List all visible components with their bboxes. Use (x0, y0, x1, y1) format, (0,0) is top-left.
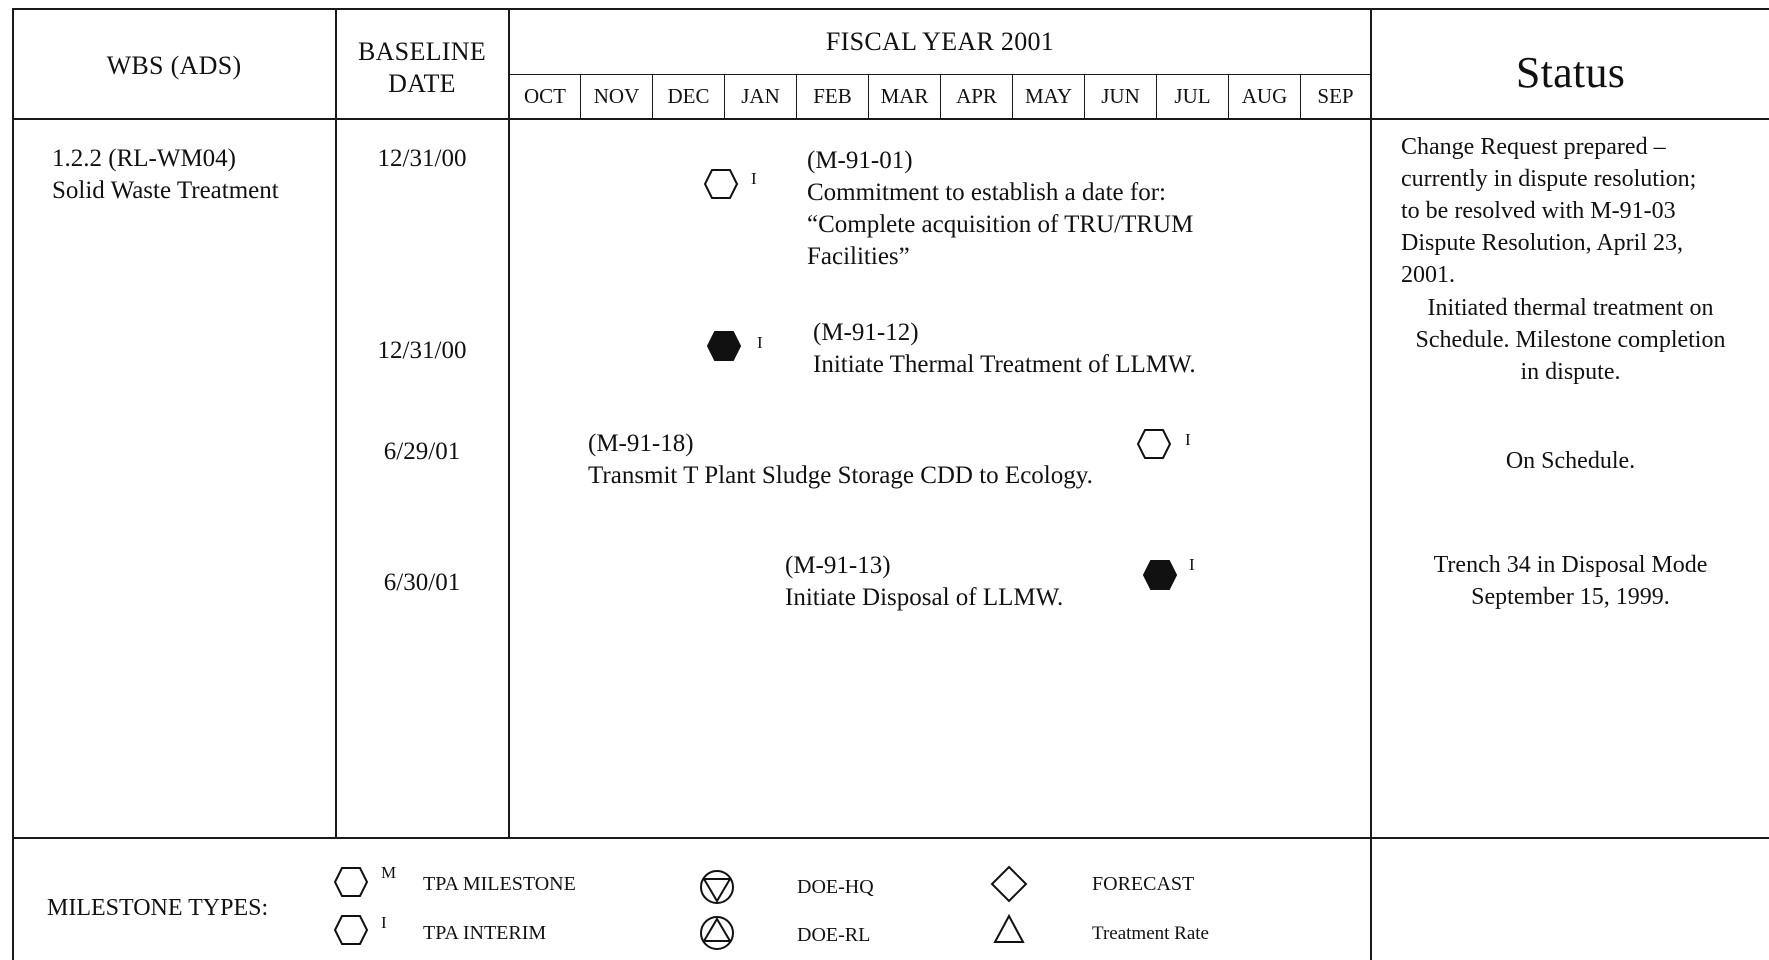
milestone-description: Transmit T Plant Sludge Storage CDD to Ecology. (588, 462, 1093, 489)
open-hexagon-icon (703, 168, 739, 200)
forecast-diamond-icon (990, 865, 1028, 903)
milestone-description: “Complete acquisition of TRU/TRUM (807, 211, 1194, 238)
milestone-description: Initiate Disposal of LLMW. (785, 584, 1064, 611)
month-apr: APR (956, 84, 997, 108)
baseline-date: 6/30/01 (383, 569, 461, 596)
legend-top-border (12, 837, 1769, 839)
legend-label-treatment-rate: Treatment Rate (1092, 923, 1209, 944)
header-bottom-border (12, 118, 1769, 120)
legend-label-tpa-milestone: TPA MILESTONE (423, 873, 576, 895)
status-line: Change Request prepared – (1401, 134, 1666, 160)
month-nov: NOV (593, 84, 640, 108)
filled-hexagon-icon (1142, 559, 1178, 591)
fiscal-year-header: FISCAL YEAR 2001 (825, 27, 1055, 56)
wbs-column-border (335, 8, 337, 838)
baseline-date: 12/31/00 (377, 337, 467, 364)
status-line: Schedule. Milestone completion (1415, 327, 1726, 353)
status-line: in dispute. (1520, 359, 1621, 385)
month-feb: FEB (813, 84, 852, 108)
month-jun: JUN (1101, 84, 1140, 108)
legend-label-doe-rl: DOE-RL (797, 924, 871, 946)
filled-hexagon-icon (706, 330, 742, 362)
wbs-name: Solid Waste Treatment (52, 177, 279, 204)
interim-tag: I (757, 333, 763, 352)
status-line: to be resolved with M-91-03 (1401, 198, 1676, 224)
baseline-date: 12/31/00 (377, 145, 467, 172)
status-line: Trench 34 in Disposal Mode (1433, 552, 1708, 578)
table-left-border (12, 8, 14, 960)
legend-label-forecast: FORECAST (1092, 873, 1195, 895)
treatment-rate-triangle-icon (993, 914, 1025, 944)
month-jan: JAN (741, 84, 780, 108)
tpa-milestone-hexagon-icon (334, 867, 368, 897)
milestone-description: Commitment to establish a date for: (807, 179, 1166, 206)
interim-tag: I (1189, 555, 1195, 574)
month-sep: SEP (1317, 84, 1354, 108)
legend-label-doe-hq: DOE-HQ (797, 876, 874, 898)
legend-title: MILESTONE TYPES: (47, 895, 269, 921)
interim-tag: I (1185, 430, 1191, 449)
status-column-border (1370, 8, 1372, 960)
milestone-id: (M-91-13) (785, 552, 891, 579)
status-line: 2001. (1401, 262, 1455, 288)
baseline-column-border (508, 8, 510, 838)
milestone-id: (M-91-12) (813, 319, 919, 346)
doe-hq-icon (699, 869, 735, 905)
tpa-interim-hexagon-icon (334, 915, 368, 945)
wbs-header: WBS (ADS) (106, 51, 242, 80)
month-oct: OCT (524, 84, 566, 108)
legend-label-tpa-interim: TPA INTERIM (423, 922, 547, 944)
status-line: Initiated thermal treatment on (1427, 295, 1714, 321)
milestone-description: Facilities” (807, 243, 910, 270)
baseline-date: 6/29/01 (383, 438, 461, 465)
open-hexagon-icon (1136, 428, 1172, 460)
month-jul: JUL (1174, 84, 1211, 108)
doe-rl-icon (699, 915, 735, 951)
milestone-tag: M (381, 863, 397, 882)
month-dec: DEC (667, 84, 710, 108)
status-line: Dispute Resolution, April 23, (1401, 230, 1683, 256)
status-line: On Schedule. (1505, 448, 1636, 474)
milestone-id: (M-91-18) (588, 430, 694, 457)
baseline-header-line2: DATE (388, 69, 456, 98)
interim-tag: I (381, 913, 387, 932)
month-mar: MAR (880, 84, 929, 108)
status-line: currently in dispute resolution; (1401, 166, 1697, 192)
wbs-code: 1.2.2 (RL-WM04) (52, 145, 236, 172)
interim-tag: I (751, 169, 757, 188)
table-top-border (12, 8, 1769, 10)
status-header: Status (1515, 48, 1626, 97)
milestone-description: Initiate Thermal Treatment of LLMW. (813, 351, 1196, 378)
baseline-header-line1: BASELINE (357, 37, 487, 66)
status-line: September 15, 1999. (1471, 584, 1670, 610)
month-aug: AUG (1241, 84, 1288, 108)
milestone-id: (M-91-01) (807, 147, 913, 174)
month-may: MAY (1024, 84, 1073, 108)
